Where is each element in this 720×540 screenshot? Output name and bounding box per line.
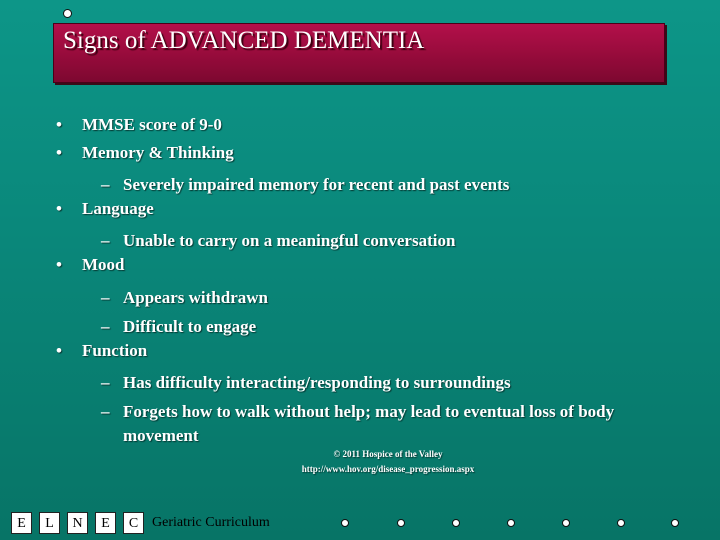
bullet-marker: • <box>56 115 62 134</box>
bullet-text: Language <box>82 199 154 218</box>
dash-marker: – <box>101 402 110 421</box>
sub-bullet-text: Difficult to engage <box>123 317 257 336</box>
decorative-dot <box>562 519 570 527</box>
bullet-marker: • <box>56 143 62 162</box>
sub-bullet-text: Severely impaired memory for recent and past events <box>123 175 510 194</box>
bullet-text: Function <box>82 341 148 360</box>
slide-title: Signs of ADVANCED DEMENTIA <box>63 27 425 54</box>
sub-bullet-text: Has difficulty interacting/responding to surroundings <box>123 373 511 392</box>
bullet-item <box>56 143 234 163</box>
dash-marker: – <box>101 317 110 336</box>
decorative-dot <box>341 519 349 527</box>
footer-letter-box: N <box>67 512 88 534</box>
sub-bullet-item <box>101 288 268 308</box>
decorative-dot <box>397 519 405 527</box>
dash-marker: – <box>101 175 110 194</box>
sub-bullet-item <box>101 231 455 251</box>
bullet-text: MMSE score of 9-0 <box>82 115 222 134</box>
bullet-marker: • <box>56 255 62 274</box>
footer-letter-box: L <box>39 512 60 534</box>
source-url: http://www.hov.org/disease_progression.aspx <box>301 464 475 474</box>
bullet-item <box>56 199 154 219</box>
sub-bullet-item <box>101 175 509 195</box>
bullet-item <box>56 115 222 135</box>
dash-marker: – <box>101 373 110 392</box>
footer-letter-box: C <box>123 512 144 534</box>
decorative-dot <box>617 519 625 527</box>
bullet-item <box>56 341 147 361</box>
dash-marker: – <box>101 288 110 307</box>
sub-bullet-item <box>101 317 256 337</box>
bullet-text: Mood <box>82 255 125 274</box>
sub-bullet-text: Forgets how to walk without help; may lead to eventual loss of body movement <box>123 402 615 445</box>
dash-marker: – <box>101 231 110 250</box>
sub-bullet-item <box>101 373 511 393</box>
bullet-text: Memory & Thinking <box>82 143 234 162</box>
bullet-marker: • <box>56 341 62 360</box>
decorative-dot <box>452 519 460 527</box>
sub-bullet-text: Appears withdrawn <box>123 288 268 307</box>
footer-label: Geriatric Curriculum <box>152 515 270 530</box>
decorative-dot <box>507 519 515 527</box>
decorative-dot <box>671 519 679 527</box>
bullet-item <box>56 255 125 275</box>
sub-bullet-item <box>101 400 661 448</box>
footer-letter-box: E <box>11 512 32 534</box>
copyright-credit: © 2011 Hospice of the Valley <box>333 449 443 459</box>
bullet-marker: • <box>56 199 62 218</box>
sub-bullet-text: Unable to carry on a meaningful conversation <box>123 231 456 250</box>
footer-letter-box: E <box>95 512 116 534</box>
